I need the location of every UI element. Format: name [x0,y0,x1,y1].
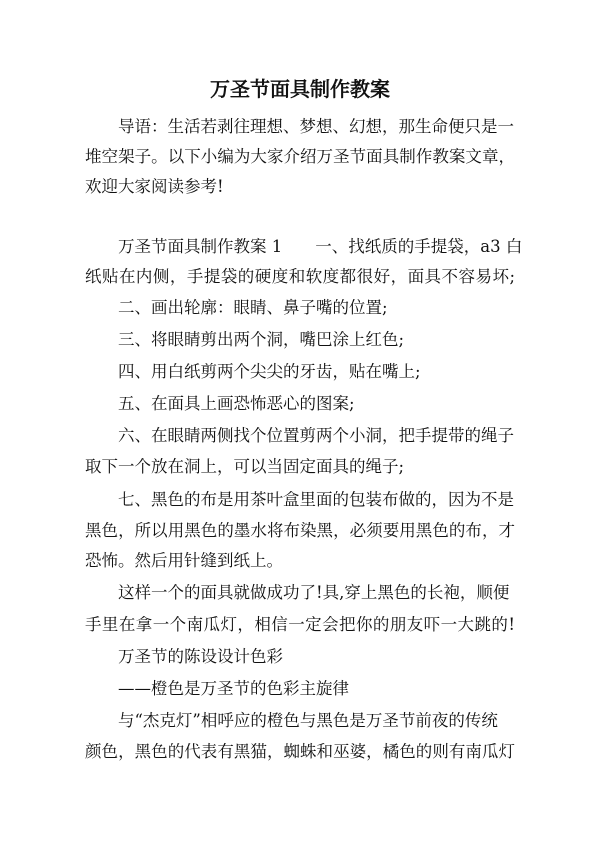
intro-line-3: 欢迎大家阅读参考! [85,177,224,196]
intro-line-2: 堆空架子。以下小编为大家介绍万圣节面具制作教案文章， [85,147,515,166]
body-line-6: 五、在面具上画恐怖恶心的图案; [118,394,355,413]
body-line-2: 纸贴在内侧，手提袋的硬度和软度都很好，面具不容易坏; [85,267,515,286]
body-line-5: 四、用白纸剪两个尖尖的牙齿，贴在嘴上; [118,362,421,381]
body-line-15: 颜色，黑色的代表有黑猫，蜘蛛和巫婆，橘色的则有南瓜灯 [85,742,515,761]
section-heading: 万圣节的陈设设计色彩 [118,647,283,666]
body-line-8: 取下一个放在洞上，可以当固定面具的绳子; [85,457,405,476]
body-line-11: 恐怖。然后用针缝到纸上。 [85,551,283,570]
body-line-14: 与“杰克灯”相呼应的橙色与黑色是万圣节前夜的传统 [118,711,498,730]
body-line-10: 黑色，所以用黑色的墨水将布染黑，必须要用黑色的布，才 [85,521,515,540]
document-title: 万圣节面具制作教案 [210,77,390,101]
body-line-9: 七、黑色的布是用茶叶盒里面的包装布做的，因为不是 [118,490,514,509]
body-line-4: 三、将眼睛剪出两个洞，嘴巴涂上红色; [118,330,405,349]
body-line-3: 二、画出轮廓：眼睛、鼻子嘴的位置; [118,298,388,317]
section-subheading: ——橙色是万圣节的色彩主旋律 [118,679,349,698]
body-line-13: 手里在拿一个南瓜灯，相信一定会把你的朋友吓一大跳的! [85,615,515,634]
intro-line-1: 导语：生活若剥往理想、梦想、幻想，那生命便只是一 [118,117,514,136]
body-line-12: 这样一个的面具就做成功了!具,穿上黑色的长袍，顺便 [118,583,510,602]
body-line-7: 六、在眼睛两侧找个位置剪两个小洞，把手提带的绳子 [118,426,514,445]
body-line-1: 万圣节面具制作教案 1 一、找纸质的手提袋，a3 白 [118,237,523,256]
